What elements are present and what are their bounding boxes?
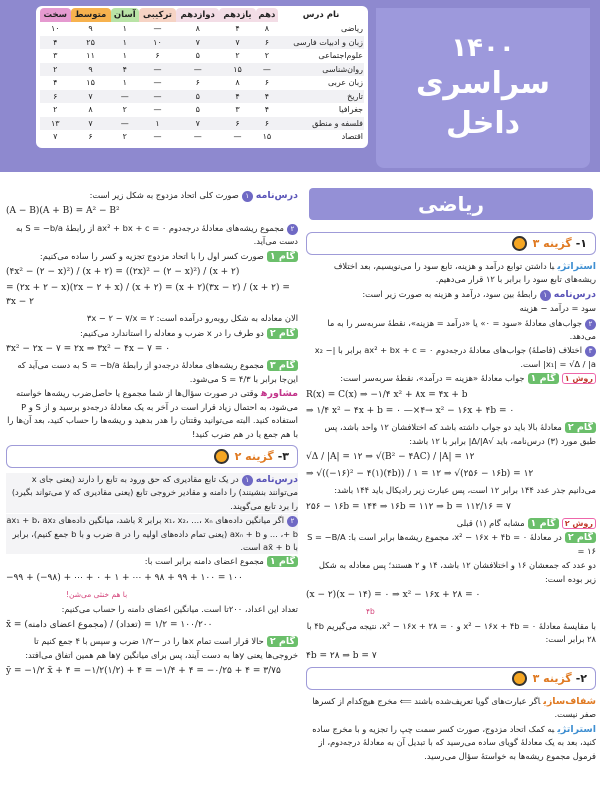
count-cell: ۴ bbox=[256, 90, 279, 104]
count-cell: ۱ bbox=[122, 24, 127, 34]
count-cell: ۷ bbox=[71, 90, 111, 104]
table-header-cell: یازدهم bbox=[219, 8, 255, 22]
paragraph-text: مجموع اعضای دامنه برابر است با: bbox=[144, 556, 264, 567]
paragraph bbox=[6, 473, 298, 513]
paragraph bbox=[306, 695, 596, 722]
paragraph bbox=[6, 359, 298, 386]
count-cell: — bbox=[233, 132, 242, 142]
count-cell: ۲۵ bbox=[71, 36, 111, 50]
count-cell: ۲ bbox=[40, 63, 71, 77]
paragraph bbox=[306, 372, 596, 385]
paragraph-text: دو طرف را در x ضرب و معادله را استاندارد می‌کنیم: bbox=[80, 327, 264, 338]
table-row bbox=[40, 49, 364, 63]
math-line: ۳x² − ۲x − ۷ = ۲x ⇒ ۳x² − ۴x − ۷ = ۰ bbox=[6, 344, 171, 355]
section-label: گام ۳ bbox=[267, 360, 298, 371]
count-cell: — bbox=[153, 105, 162, 115]
table-header-cell: نام درس bbox=[278, 8, 364, 22]
paragraph bbox=[6, 555, 298, 568]
paragraph bbox=[306, 517, 596, 530]
math-line: ȳ = −۱/۲ x̄ + ۴ = −۱/۲(۱/۲) + ۴ = −۱/۴ + ۴ = −۰/۲۵ + ۴ = ۳/۷۵ bbox=[6, 666, 281, 677]
paragraph-text: جواب معادلهٔ «هزینه = درآمد»، نقطهٔ سربه‌سر است: bbox=[340, 373, 525, 384]
count-cell: ۱ bbox=[111, 36, 139, 50]
subject-name-cell: تاریخ bbox=[278, 90, 364, 104]
question-number: ۱- bbox=[575, 236, 587, 250]
table-row bbox=[40, 76, 364, 90]
subject-name-cell: علوم‌اجتماعی bbox=[318, 51, 363, 61]
count-cell: — bbox=[256, 63, 279, 77]
count-cell: ۵ bbox=[195, 51, 200, 61]
answer-option: گزینه ۳ bbox=[532, 236, 572, 250]
subject-name-cell: زبان عربی bbox=[327, 78, 363, 88]
math-line: ⇒ √((−۱۶)² − ۴(۱)(۴b)) / ۱ = ۱۲ ⇒ √(۲۵۶ − ۱۶b) = ۱۲ bbox=[306, 468, 534, 479]
paragraph-text: صورت کلی اتحاد مزدوج به شکل زیر است: bbox=[89, 190, 239, 200]
section-label: روش ۱ bbox=[562, 373, 596, 384]
count-cell: ۸ bbox=[235, 78, 240, 88]
item-number: ۲ bbox=[287, 224, 298, 235]
count-cell: ۷ bbox=[71, 117, 111, 131]
clock-icon bbox=[512, 236, 527, 251]
count-cell: ۲ bbox=[122, 105, 127, 115]
count-cell: ۱۰ bbox=[50, 24, 60, 34]
answer-option: گزینه ۳ bbox=[532, 671, 572, 685]
count-cell: ۲ bbox=[235, 51, 240, 61]
count-cell: ۹ bbox=[71, 63, 111, 77]
count-cell: — bbox=[153, 132, 162, 142]
banner-title-2: داخل bbox=[445, 106, 521, 141]
paragraph bbox=[6, 327, 298, 340]
count-cell: ۴ bbox=[53, 78, 58, 88]
subject-name-cell: اقتصاد bbox=[341, 132, 363, 142]
item-number: ۱ bbox=[242, 475, 253, 486]
count-cell: ۴ bbox=[235, 24, 240, 34]
paragraph bbox=[6, 635, 298, 662]
subject-name-cell: جغرافیا bbox=[338, 105, 363, 115]
count-cell: ۶ bbox=[264, 78, 270, 88]
count-cell: — bbox=[153, 24, 162, 34]
table-header-cell: متوسط bbox=[71, 8, 111, 22]
paragraph bbox=[306, 723, 596, 763]
paragraph bbox=[6, 189, 298, 202]
item-number: ۱ bbox=[540, 290, 551, 301]
count-cell: ۶ bbox=[219, 117, 255, 131]
count-cell: ۳ bbox=[53, 51, 58, 61]
paragraph bbox=[306, 344, 596, 371]
table-header-cell: دوازدهم bbox=[176, 8, 219, 22]
annotation-note: با هم خنثی می‌شن! bbox=[66, 590, 128, 600]
section-label: گام ۱ bbox=[267, 556, 298, 567]
paragraph bbox=[6, 387, 298, 441]
section-label: استراتژی bbox=[557, 261, 596, 272]
paragraph-text: با مقایسهٔ معادلهٔ x² − ۱۶x + ۴b = ۰ و x² − ۱۶x + ۲۸ = ۰، نتیجه می‌گیریم ۴b با ۲۸ برابر است: bbox=[306, 620, 596, 645]
table-header-cell: دهم bbox=[256, 8, 279, 22]
section-label: درس‌نامه bbox=[553, 288, 596, 300]
count-cell: — bbox=[111, 117, 139, 131]
paragraph bbox=[306, 302, 596, 315]
paragraph bbox=[6, 514, 298, 554]
paragraph bbox=[306, 260, 596, 287]
section-label: گام ۲ bbox=[565, 532, 596, 543]
answer-header bbox=[306, 232, 596, 255]
clock-icon bbox=[214, 449, 229, 464]
count-cell: ۳ bbox=[235, 105, 240, 115]
count-cell: — bbox=[111, 90, 139, 104]
question-number: ۲- bbox=[575, 671, 587, 685]
answer-option: گزینه ۲ bbox=[234, 449, 274, 463]
exam-stats-table bbox=[36, 6, 368, 148]
count-cell: ۸ bbox=[195, 24, 200, 34]
left-column bbox=[6, 188, 298, 808]
paragraph bbox=[6, 312, 298, 325]
step-label: گام ۱ bbox=[528, 518, 559, 529]
count-cell: ۱ bbox=[139, 117, 176, 131]
table-header-cell: سخت bbox=[40, 8, 71, 22]
table-header-cell: ترکیبی bbox=[139, 8, 176, 22]
right-column bbox=[306, 228, 596, 810]
count-cell: ۲ bbox=[122, 132, 127, 142]
annotation-note: ۴b bbox=[366, 607, 375, 617]
count-cell: ۶ bbox=[256, 36, 279, 50]
subject-title: ریاضی bbox=[309, 188, 593, 220]
section-label: روش ۲ bbox=[562, 518, 596, 529]
count-cell: ۲ bbox=[53, 105, 58, 115]
count-cell: — bbox=[139, 90, 176, 104]
section-label: گام ۲ bbox=[565, 422, 596, 433]
count-cell: ۷ bbox=[176, 36, 219, 50]
math-line: ۲۵۶ − ۱۶b = ۱۴۴ ⇒ ۱۶b = ۱۱۲ ⇒ b = ۱۱۲/۱۶ = ۷ bbox=[306, 501, 512, 512]
answer-header bbox=[6, 445, 298, 468]
paragraph-text: الان معادله به شکل روبه‌رو درآمده است: ۳x − ۲ − ۷/x = ۲ bbox=[86, 313, 298, 324]
paragraph-text: می‌دانیم جذر عدد ۱۴۴ برابر ۱۲ است، پس عبارت زیر رادیکال باید ۱۴۴ باشد: bbox=[334, 485, 596, 496]
count-cell: ۷ bbox=[176, 117, 219, 131]
count-cell: ۱ bbox=[122, 51, 127, 61]
paragraph bbox=[306, 421, 596, 448]
section-label: گام ۲ bbox=[267, 636, 298, 647]
paragraph-text: اگر میانگین داده‌های x₁، x₂، ...، xₙ برابر x̄ باشد، میانگین داده‌های ax₁ + b، ax₂ + b، ... و axₙ + b (یعنی تمام داده‌های اولیه را در a ضرب و با b جمع کنیم)، برابر با ax̄ + b است. bbox=[6, 515, 298, 552]
count-cell: ۱۵ bbox=[219, 63, 255, 77]
table-row bbox=[40, 63, 364, 77]
paragraph-text: اگر عبارت‌های گویا تعریف‌شده باشند ⟸ مخرج هیچ‌کدام از کسرها صفر نیست. bbox=[312, 695, 596, 720]
item-number: ۲ bbox=[585, 319, 596, 330]
count-cell: ۶ bbox=[256, 117, 279, 131]
count-cell: ۱۵ bbox=[86, 78, 95, 88]
count-cell: ۱۳ bbox=[40, 117, 71, 131]
section-label: گام ۲ bbox=[267, 328, 298, 339]
paragraph-text: جواب‌های معادلهٔ «سود = ۰» یا «درآمد = هزینه»، نقطهٔ سربه‌سر را به ما می‌دهد. bbox=[327, 317, 596, 342]
paragraph-text: حالا قرار است تمام xها را در −۱/۲ ضرب و سپس با ۴ جمع کنیم تا خروجی‌ها یعنی yها به دست آیند، پس برای میانگین yها هم همین اتفاق می‌افتد: bbox=[25, 636, 298, 660]
section-label: مشاوره bbox=[260, 388, 298, 400]
step-label: گام ۱ bbox=[528, 373, 559, 384]
math-line: ⇒ ۱/۴ x² − ۴x + b = ۰ —×۴→ x² − ۱۶x + ۴b = ۰ bbox=[306, 406, 515, 417]
paragraph-text: صورت کسر اول را با اتحاد مزدوج تجزیه و کسر را ساده می‌کنیم: bbox=[39, 250, 264, 261]
paragraph-text: مجموع ریشه‌های معادلهٔ درجه‌دوم ax² + bx + c = ۰ از رابطهٔ S = −b/a به دست می‌آید. bbox=[15, 222, 298, 247]
paragraph-text: تعداد این اعداد، ۲۰۰تا است. میانگین اعضای دامنه را حساب می‌کنیم: bbox=[61, 603, 298, 614]
count-cell: ۷ bbox=[53, 132, 58, 142]
section-label: استراتژی bbox=[557, 723, 596, 735]
subject-name-cell: روان‌شناسی bbox=[278, 63, 364, 77]
count-cell: ۱۱ bbox=[86, 51, 95, 61]
count-cell: ۶ bbox=[40, 90, 71, 104]
count-cell: ۴ bbox=[111, 63, 139, 77]
banner-year: ۱۴۰۰ bbox=[451, 33, 515, 63]
exam-banner bbox=[376, 8, 590, 168]
math-line: (۴x² − (۲ − x)²) / (x + ۲) = ((۲x)² − (۲ − x)²) / (x + ۲) bbox=[6, 267, 240, 278]
count-cell: ۴ bbox=[219, 90, 255, 104]
table-row bbox=[40, 36, 364, 50]
paragraph-text: سود = درآمد − هزینه bbox=[519, 303, 596, 314]
paragraph bbox=[306, 288, 596, 301]
count-cell: ۵ bbox=[195, 105, 200, 115]
clock-icon bbox=[512, 671, 527, 686]
math-line: −۹۹ + (−۹۸) + ⋯ + ۰ + ۱ + ⋯ + ۹۸ + ۹۹ + ۱۰۰ = ۱۰۰ bbox=[6, 572, 243, 583]
paragraph-text: با داشتن توابع درآمد و هزینه، تابع سود را می‌نویسیم، بعد اختلاف ریشه‌های تابع سود را برابر با ۱۲ قرار می‌دهیم. bbox=[333, 261, 596, 285]
paragraph bbox=[306, 531, 596, 558]
banner-title-1: سراسری bbox=[415, 66, 551, 101]
paragraph-text: اختلاف (فاصلهٔ) جواب‌های معادلهٔ درجه‌دوم ax² + bx + c = ۰ برابر با |x₂ − x₁| = √Δ / |a| است. bbox=[314, 345, 596, 369]
paragraph bbox=[306, 559, 596, 586]
paragraph bbox=[6, 603, 298, 616]
count-cell: ۷ bbox=[219, 36, 255, 50]
paragraph bbox=[306, 620, 596, 647]
paragraph bbox=[6, 250, 298, 263]
count-cell: — bbox=[193, 132, 202, 142]
table-row bbox=[40, 130, 364, 144]
count-cell: — bbox=[153, 78, 162, 88]
count-cell: ۱۰ bbox=[139, 36, 176, 50]
table-row bbox=[40, 103, 364, 117]
count-cell: ۸ bbox=[88, 105, 93, 115]
table-header-cell: آسان bbox=[111, 8, 139, 22]
count-cell: ۹ bbox=[88, 24, 93, 34]
question-number: ۳- bbox=[277, 449, 289, 463]
paragraph-text: دو عدد که جمعشان ۱۶ و اختلافشان ۱۲ باشد، ۱۴ و ۲ هستند؛ پس معادله به شکل زیر بوده است: bbox=[318, 560, 596, 584]
count-cell: ۵ bbox=[176, 90, 219, 104]
count-cell: — bbox=[176, 63, 219, 77]
math-line: (A − B)(A + B) = A² − B² bbox=[6, 206, 120, 217]
count-cell: — bbox=[139, 63, 176, 77]
paragraph-text: معادلهٔ بالا باید دو جواب داشته باشد که اختلافشان ۱۲ واحد باشد، پس طبق مورد (۳) درس‌نامه، باید √Δ/|A| برابر با ۱۲ باشد: bbox=[324, 422, 596, 446]
math-line: x̄ = (مجموع اعضای دامنه) / (تعداد) = ۱۰۰/۲۰۰ = ۱/۲ bbox=[6, 619, 213, 630]
paragraph-text: رابطهٔ بین سود، درآمد و هزینه به صورت زیر است: bbox=[362, 288, 537, 299]
section-label: درس‌نامه bbox=[255, 190, 298, 201]
paragraph-text: در معادلهٔ x² − ۱۶x + ۴b = ۰، مجموع ریشه‌ها برابر است با: S = −B/A = ۱۶ bbox=[307, 532, 596, 556]
table-row bbox=[40, 117, 364, 131]
paragraph-text: مجموع ریشه‌های معادلهٔ درجه‌دو از رابطهٔ S = −b/a به دست می‌آید که این‌جا برابر با S = ۴/۳ می‌شود. bbox=[17, 360, 298, 384]
count-cell: ۶ bbox=[88, 132, 93, 142]
count-cell: ۲ bbox=[264, 51, 270, 61]
count-cell: ۴ bbox=[264, 105, 270, 115]
count-cell: ۶ bbox=[195, 78, 200, 88]
item-number: ۳ bbox=[585, 346, 596, 357]
paragraph bbox=[6, 222, 298, 249]
paragraph-text: در یک تابع مقادیری که حق ورود به تابع را دارند (یعنی جای x می‌توانند بنشینند) را دامنه و مقادیر خروجی تابع (یعنی مقادیری که y می‌تواند بگیرد) را برد تابع می‌گویند. bbox=[11, 473, 298, 511]
math-line: (x − ۲)(x − ۱۴) = ۰ ⇒ x² − ۱۶x + ۲۸ = ۰ bbox=[306, 589, 481, 600]
section-label: درس‌نامه bbox=[255, 473, 298, 485]
table-row bbox=[40, 22, 364, 36]
item-number: ۱ bbox=[242, 191, 253, 202]
paragraph-text: وقتی در صورت سؤال‌ها از شما مجموع یا حاصل‌ضرب ریشه‌ها خواسته می‌شود، به احتمال زیاد قرار است در آخر به یک معادلهٔ درجه‌دو برسید و از S و P استفاده کنید. البته می‌توانید وقتتان را هدر بدهید و ریشه‌ها را حساب کنید، بعد آن‌ها را با هم جمع یا در هم ضرب کنید! bbox=[7, 388, 298, 439]
table-row bbox=[40, 90, 364, 104]
paragraph-text: مشابه گام (۱) قبلی bbox=[456, 517, 525, 528]
math-line: = (۲x + ۲ − x)(۲x − ۲ + x) / (x + ۲) = (x + ۲)(۳x − ۲) / (x + ۲) = ۳x − ۲ bbox=[6, 283, 290, 307]
count-cell: ۶ bbox=[155, 51, 160, 61]
subject-name-cell: ریاضی bbox=[341, 24, 363, 34]
item-number: ۲ bbox=[287, 516, 298, 527]
paragraph bbox=[306, 317, 596, 344]
paragraph-text: به کمک اتحاد مزدوج، صورت کسر سمت چپ را تجزیه و با مخرج ساده کنید، بعد به یک معادلهٔ گویای ساده می‌رسید که با تبدیل آن به معادلهٔ درجه‌دوم، از فرمول مجموع ریشه‌ها به خواستهٔ سؤال می‌رسید. bbox=[312, 723, 596, 761]
count-cell: ۸ bbox=[264, 24, 270, 34]
count-cell: ۴ bbox=[40, 36, 71, 50]
section-label: شفاف‌سازی bbox=[543, 695, 596, 707]
subject-name-cell: فلسفه و منطق bbox=[278, 117, 364, 131]
answer-header bbox=[306, 667, 596, 690]
section-label: گام ۱ bbox=[267, 251, 298, 262]
math-line: R(x) = C(x) ⇒ −۱/۴ x² + ۸x = ۴x + b bbox=[306, 389, 468, 400]
math-line: ۴b = ۲۸ ⇒ b = ۷ bbox=[306, 650, 377, 661]
subject-name-cell: زبان و ادبیات فارسی bbox=[278, 36, 364, 50]
math-line: √Δ / |A| = ۱۲ ⇒ √(B² − ۴AC) / |A| = ۱۲ bbox=[306, 452, 475, 463]
count-cell: ۱۵ bbox=[262, 132, 272, 142]
paragraph bbox=[306, 484, 596, 497]
count-cell: ۱ bbox=[122, 78, 127, 88]
